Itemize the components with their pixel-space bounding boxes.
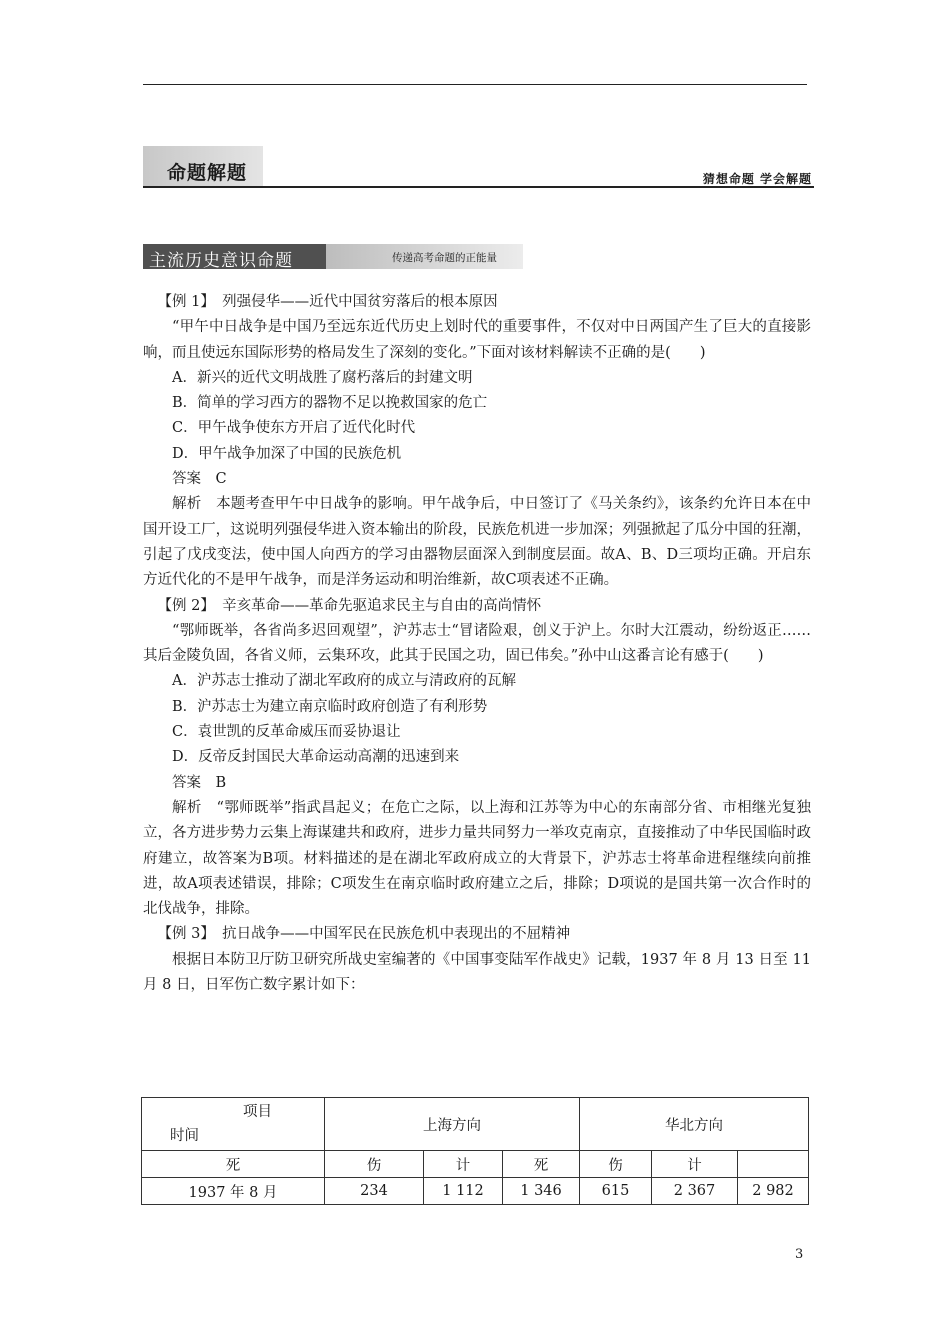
example-1-option-a: A．新兴的近代文明战胜了腐朽落后的封建文明 — [172, 369, 473, 386]
example-1-stem: “甲午中日战争是中国乃至远东近代历史上划时代的重要事件，不仅对中日两国产生了巨大的直接影响，而且使远东国际形势的格局发生了深刻的变化。”下面对该材料解读不正确的是( ) — [143, 319, 811, 361]
topic-banner — [143, 244, 523, 269]
example-2-option-c: C．袁世凯的反革命威压而妥协退让 — [172, 724, 401, 741]
example-2-heading — [143, 594, 811, 619]
diag-bottom-label: 时间 — [170, 1128, 199, 1144]
sub-header: 伤 — [325, 1151, 424, 1178]
section-header — [143, 146, 814, 186]
example-2-title: 辛亥革命——革命先驱追求民主与自由的高尚情怀 — [222, 597, 542, 614]
example-2-stem: “鄂师既举，各省尚多迟回观望”，沪苏志士“冒诸险艰，创义于沪上。尔时大江震动，纷纷返正……其后金陵负固，各省义师，云集环攻，此其于民国之功，固已伟矣。”孙中山这番言论有感于( ) — [143, 622, 811, 665]
example-1-option-b: B．简单的学习西方的器物不足以挽救国家的危亡 — [172, 395, 488, 412]
table-cell: 1 346 — [503, 1178, 580, 1205]
casualty-table — [141, 1097, 809, 1205]
section-rule — [143, 186, 814, 188]
example-3-tag: 【例 3】 — [157, 926, 208, 943]
group-header-shanghai: 上海方向 — [325, 1098, 580, 1151]
table-cell: 2 982 — [738, 1178, 809, 1205]
table-cell: 1937 年 8 月 — [142, 1178, 325, 1205]
banner-sub-text: 传递高考命题的正能量 — [392, 252, 497, 264]
diag-top-label: 项目 — [243, 1104, 272, 1120]
section-subtitle: 猜想命题 学会解题 — [702, 172, 812, 186]
example-1-analysis: 解析 本题考查甲午中日战争的影响。甲午战争后，中日签订了《马关条约》，该条约允许日本在中国开设工厂，这说明列强侵华进入资本输出的阶段，民族危机进一步加深；列强掀起了瓜分中国的狂潮，引起了戊戌变法，使中国人向西方的学习由器物层面深入到制度层面。故A、B、D三项均正确。开启东方近代化的不是甲午战争，而是洋务运动和明治维新，故C项表述不正确。 — [143, 496, 811, 589]
example-1-tag: 【例 1】 — [157, 294, 208, 310]
example-1-title: 列强侵华——近代中国贫穷落后的根本原因 — [222, 294, 498, 310]
banner-main — [143, 244, 326, 269]
group-header-north: 华北方向 — [580, 1098, 809, 1151]
page-number: 3 — [795, 1247, 804, 1262]
example-3-heading — [143, 922, 811, 947]
table-row — [142, 1178, 809, 1205]
example-2-option-b: B．沪苏志士为建立南京临时政府创造了有利形势 — [172, 698, 488, 715]
example-2-option-d: D．反帝反封国民大革命运动高潮的迅速到来 — [172, 749, 460, 766]
sub-header: 计 — [652, 1151, 738, 1178]
table-cell: 1 112 — [424, 1178, 503, 1205]
example-1-option-d: D．甲午战争加深了中国的民族危机 — [172, 445, 402, 462]
table-cell: 234 — [325, 1178, 424, 1205]
table-cell: 615 — [580, 1178, 652, 1205]
banner-sub — [326, 244, 523, 269]
example-2-answer: 答案 B — [172, 774, 227, 791]
sub-header: 伤 — [580, 1151, 652, 1178]
example-2-option-a: A．沪苏志士推动了湖北军政府的成立与清政府的瓦解 — [172, 673, 516, 690]
example-1-heading — [143, 290, 811, 315]
banner-main-text: 主流历史意识命题 — [149, 251, 293, 271]
header-rule — [143, 84, 807, 85]
example-2-tag: 【例 2】 — [157, 597, 208, 614]
sub-header: 计 — [424, 1151, 503, 1178]
example-3-title: 抗日战争——中国军民在民族危机中表现出的不屈精神 — [222, 926, 571, 943]
example-1-answer: 答案 C — [172, 471, 227, 488]
table-cell: 2 367 — [652, 1178, 738, 1205]
table-diagonal-header — [142, 1098, 325, 1151]
sub-header: 死 — [503, 1151, 580, 1178]
example-1-option-c: C．甲午战争使东方开启了近代化时代 — [172, 420, 416, 437]
example-3-stem: 根据日本防卫厅防卫研究所战史室编著的《中国事变陆军作战史》记载，1937 年 8 月 13 日至 11 月 8 日，日军伤亡数字累计如下： — [143, 951, 811, 994]
section-title: 命题解题 — [167, 162, 248, 184]
sub-header — [738, 1151, 809, 1178]
example-2-analysis: 解析 “鄂师既举”指武昌起义；在危亡之际，以上海和江苏等为中心的东南部分省、市相继光复独立，各方进步势力云集上海谋建共和政府，进步力量共同努力一举攻克南京，直接推动了中华民国临时政府建立，故答案为B项。材料描述的是在湖北军政府成立的大背景下，沪苏志士将革命进程继续向前推进，故A项表述错误，排除；C项发生在南京临时政府建立之后，排除；D项说的是国共第一次合作时的北伐战争，排除。 — [143, 799, 811, 918]
document-body — [143, 290, 811, 998]
sub-header: 死 — [142, 1151, 325, 1178]
